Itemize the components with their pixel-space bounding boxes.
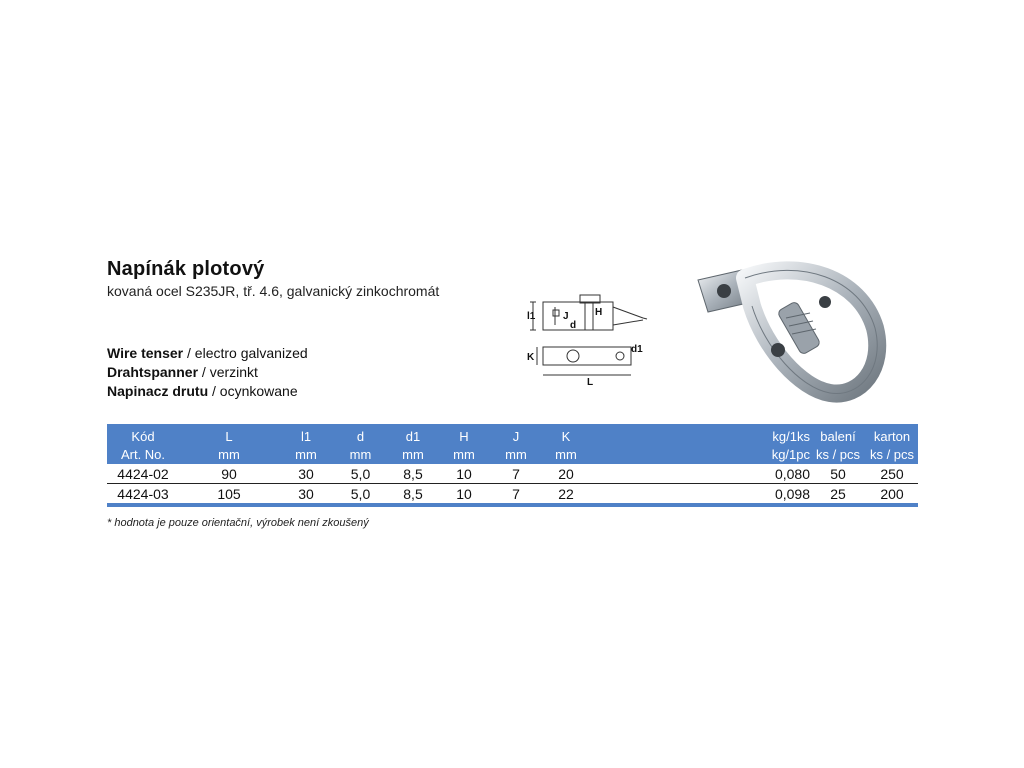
- name-row-pl: [107, 382, 308, 401]
- table-cell: [590, 484, 712, 506]
- product-title: Napínák plotový: [107, 258, 265, 280]
- name-pl-bold: Napinacz drutu: [107, 383, 209, 399]
- col-subheader: mm: [218, 446, 240, 462]
- table-cell: 8,5: [388, 464, 438, 484]
- technical-drawing: [525, 285, 655, 390]
- table-row: [107, 484, 918, 506]
- table-cell: 250: [866, 464, 918, 484]
- product-names: [107, 344, 308, 401]
- col-subheader: Art. No.: [120, 446, 166, 462]
- col-subheader: mm: [555, 446, 577, 462]
- col-header: l1: [300, 429, 312, 444]
- table-cell: 90: [179, 464, 279, 484]
- footnote: * hodnota je pouze orientační, výrobek není zkoušený: [107, 517, 369, 529]
- table-cell: 105: [179, 484, 279, 506]
- table-header-row-2: [107, 444, 918, 464]
- col-header: Kód: [131, 429, 155, 444]
- col-header: L: [225, 429, 233, 444]
- col-header: K: [561, 429, 571, 444]
- table-header-row-1: [107, 424, 918, 444]
- dim-L-label: L: [587, 377, 594, 388]
- dim-l1-label: l1: [527, 311, 536, 322]
- dim-k-label: K: [527, 352, 535, 363]
- table-cell: 4424-03: [107, 484, 179, 506]
- name-pl-rest: / ocynkowane: [208, 383, 298, 399]
- dim-d1-label: d1: [631, 344, 643, 355]
- name-de-bold: Drahtspanner: [107, 364, 199, 380]
- col-header: kg/1ks: [772, 429, 810, 444]
- table-cell: 30: [279, 464, 333, 484]
- table-cell: [590, 464, 712, 484]
- table-cell: 4424-02: [107, 464, 179, 484]
- dim-d-label: d: [570, 320, 577, 331]
- product-photo: [690, 258, 890, 408]
- col-header: d1: [405, 429, 421, 444]
- table-cell: 10: [438, 484, 490, 506]
- table-row: [107, 464, 918, 484]
- table-cell: 10: [438, 464, 490, 484]
- name-de-rest: / verzinkt: [198, 364, 258, 380]
- table-cell: 7: [490, 464, 542, 484]
- col-subheader: mm: [402, 446, 424, 462]
- name-row-en: [107, 344, 308, 363]
- col-header: [590, 424, 712, 444]
- col-subheader: ks / pcs: [869, 446, 915, 462]
- col-subheader: mm: [505, 446, 527, 462]
- table-cell: 200: [866, 484, 918, 506]
- table-cell: 20: [542, 464, 590, 484]
- col-subheader: kg/1pc: [771, 446, 810, 462]
- col-subheader: ks / pcs: [815, 446, 861, 462]
- table-cell: 30: [279, 484, 333, 506]
- col-subheader: [590, 444, 712, 464]
- col-subheader: mm: [295, 446, 317, 462]
- table-cell: 25: [810, 484, 866, 506]
- col-header: karton: [873, 429, 911, 444]
- col-header: balení: [820, 429, 856, 444]
- table-cell: 5,0: [333, 464, 388, 484]
- name-en-bold: Wire tenser: [107, 345, 184, 361]
- table-cell: 7: [490, 484, 542, 506]
- col-header: d: [356, 429, 365, 444]
- product-subtitle: kovaná ocel S235JR, tř. 4.6, galvanický zinkochromát: [107, 283, 440, 299]
- name-en-rest: / electro galvanized: [183, 345, 308, 361]
- dim-j-label: J: [563, 311, 569, 322]
- spec-table: [107, 424, 918, 507]
- table-cell: 8,5: [388, 484, 438, 506]
- col-header: H: [459, 429, 469, 444]
- name-row-de: [107, 363, 308, 382]
- col-subheader: mm: [453, 446, 475, 462]
- col-subheader: mm: [349, 446, 372, 462]
- table-cell: 0,080: [712, 464, 810, 484]
- table-cell: 22: [542, 484, 590, 506]
- table-cell: 0,098: [712, 484, 810, 506]
- table-cell: 50: [810, 464, 866, 484]
- table-cell: 5,0: [333, 484, 388, 506]
- dim-h-label: H: [595, 307, 603, 318]
- col-header: J: [512, 429, 520, 444]
